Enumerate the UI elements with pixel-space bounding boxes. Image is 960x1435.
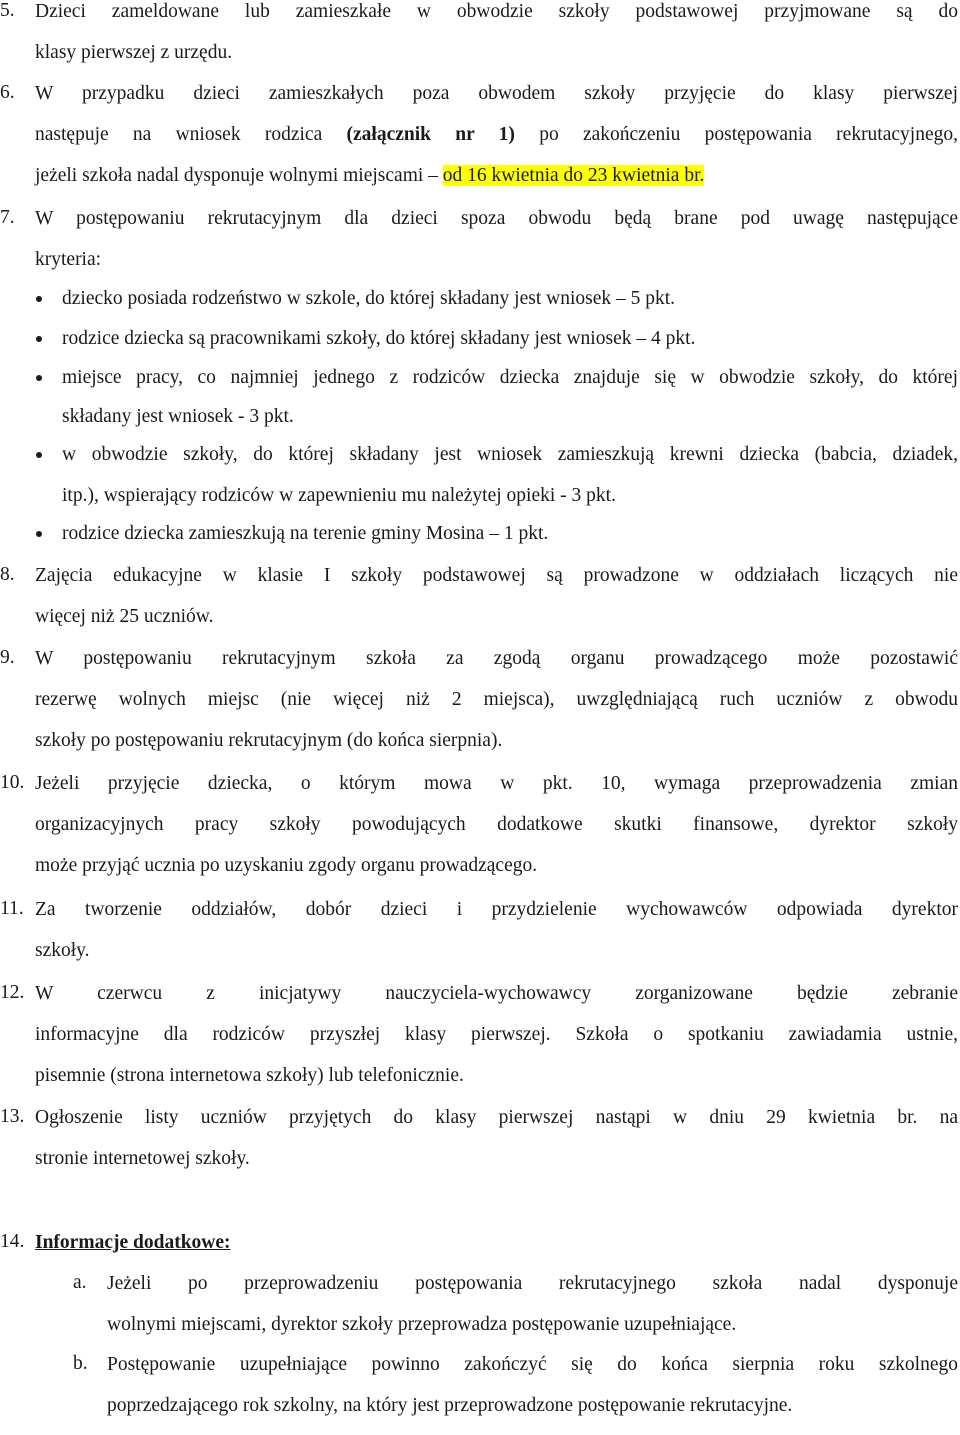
section-heading: Informacje dodatkowe: bbox=[35, 1232, 231, 1253]
item-number: 7. bbox=[0, 207, 15, 228]
bullet-text: rodzice dziecka są pracownikami szkoły, do której składany jest wniosek – 4 pkt. bbox=[62, 328, 696, 349]
bullet-text: itp.), wspierający rodziców w zapewnieniu mu należytej opieki - 3 pkt. bbox=[62, 485, 616, 506]
item-number: 6. bbox=[0, 82, 15, 103]
item-text-line: W postępowaniu rekrutacyjnym szkoła za zgodą organu prowadzącego może pozostawić bbox=[35, 648, 958, 669]
item-number: 14. bbox=[0, 1231, 25, 1252]
item-text-line: organizacyjnych pracy szkoły powodujących dodatkowe skutki finansowe, dyrektor szkoły bbox=[35, 814, 958, 835]
sub-item-letter: a. bbox=[73, 1272, 87, 1293]
sub-item-letter: b. bbox=[73, 1353, 88, 1374]
bullet-dot bbox=[36, 452, 42, 458]
bullet-dot bbox=[36, 296, 42, 302]
bullet-text: dziecko posiada rodzeństwo w szkole, do której składany jest wniosek – 5 pkt. bbox=[62, 288, 676, 309]
item-text-line: Za tworzenie oddziałów, dobór dzieci i przydzielenie wychowawców odpowiada dyrektor bbox=[35, 899, 958, 920]
item-text-line: informacyjne dla rodziców przyszłej klasy pierwszej. Szkoła o spotkaniu zawiadamia ustnie, bbox=[35, 1024, 958, 1045]
item-number: 10. bbox=[0, 772, 25, 793]
item-text-line: W czerwcu z inicjatywy nauczyciela-wychowawcy zorganizowane będzie zebranie bbox=[35, 983, 958, 1004]
item-text-line: jeżeli szkoła nadal dysponuje wolnymi miejscami – od 16 kwietnia do 23 kwietnia br. bbox=[35, 165, 705, 186]
item-text-line: Jeżeli przyjęcie dziecka, o którym mowa w pkt. 10, wymaga przeprowadzenia zmian bbox=[35, 773, 958, 794]
item-text-line: klasy pierwszej z urzędu. bbox=[35, 42, 233, 63]
bullet-dot bbox=[36, 375, 42, 381]
item-number: 5. bbox=[0, 0, 15, 21]
item-text-line: rezerwę wolnych miejsc (nie więcej niż 2 miejsca), uwzględniającą ruch uczniów z obwodu bbox=[35, 689, 958, 710]
bullet-text: składany jest wniosek - 3 pkt. bbox=[62, 406, 294, 427]
item-text-line: W przypadku dzieci zamieszkałych poza obwodem szkoły przyjęcie do klasy pierwszej bbox=[35, 83, 958, 104]
item-number: 8. bbox=[0, 564, 15, 585]
item-text-line: pisemnie (strona internetowa szkoły) lub telefonicznie. bbox=[35, 1065, 464, 1086]
item-text-line: szkoły po postępowaniu rekrutacyjnym (do końca sierpnia). bbox=[35, 730, 503, 751]
sub-item-text: Jeżeli po przeprowadzeniu postępowania rekrutacyjnego szkoła nadal dysponuje bbox=[107, 1273, 958, 1294]
highlighted-dates: od 16 kwietnia do 23 kwietnia br. bbox=[442, 165, 705, 186]
item-number: 9. bbox=[0, 647, 15, 668]
item-number: 11. bbox=[0, 898, 24, 919]
bullet-dot bbox=[36, 336, 42, 342]
sub-item-text: poprzedzającego rok szkolny, na który jest przeprowadzone postępowanie rekrutacyjne. bbox=[107, 1395, 793, 1416]
item-text-line: więcej niż 25 uczniów. bbox=[35, 606, 214, 627]
bullet-text: rodzice dziecka zamieszkują na terenie gminy Mosina – 1 pkt. bbox=[62, 523, 549, 544]
bullet-dot bbox=[36, 531, 42, 537]
item-text-line: może przyjąć ucznia po uzyskaniu zgody organu prowadzącego. bbox=[35, 855, 538, 876]
item-text-line: Dzieci zameldowane lub zamieszkałe w obwodzie szkoły podstawowej przyjmowane są do bbox=[35, 1, 958, 22]
item-text-line: W postępowaniu rekrutacyjnym dla dzieci spoza obwodu będą brane pod uwagę następujące bbox=[35, 208, 958, 229]
item-text-line: kryteria: bbox=[35, 249, 102, 270]
bullet-text: miejsce pracy, co najmniej jednego z rodziców dziecka znajduje się w obwodzie szkoły, do której bbox=[62, 367, 958, 388]
item-text-line: szkoły. bbox=[35, 940, 90, 961]
item-number: 13. bbox=[0, 1106, 25, 1127]
attachment-reference: (załącznik nr 1) bbox=[346, 124, 515, 145]
item-text-line: następuje na wniosek rodzica (załącznik nr 1) po zakończeniu postępowania rekrutacyjnego, bbox=[35, 124, 958, 145]
item-text-line: stronie internetowej szkoły. bbox=[35, 1148, 250, 1169]
item-text-line: Ogłoszenie listy uczniów przyjętych do klasy pierwszej nastąpi w dniu 29 kwietnia br. na bbox=[35, 1107, 958, 1128]
sub-item-text: wolnymi miejscami, dyrektor szkoły przeprowadza postępowanie uzupełniające. bbox=[107, 1314, 737, 1335]
sub-item-text: Postępowanie uzupełniające powinno zakończyć się do końca sierpnia roku szkolnego bbox=[107, 1354, 958, 1375]
item-number: 12. bbox=[0, 982, 25, 1003]
item-text-line: Zajęcia edukacyjne w klasie I szkoły podstawowej są prowadzone w oddziałach liczących nie bbox=[35, 565, 958, 586]
bullet-text: w obwodzie szkoły, do której składany jest wniosek zamieszkują krewni dziecka (babcia, dziadek, bbox=[62, 444, 958, 465]
